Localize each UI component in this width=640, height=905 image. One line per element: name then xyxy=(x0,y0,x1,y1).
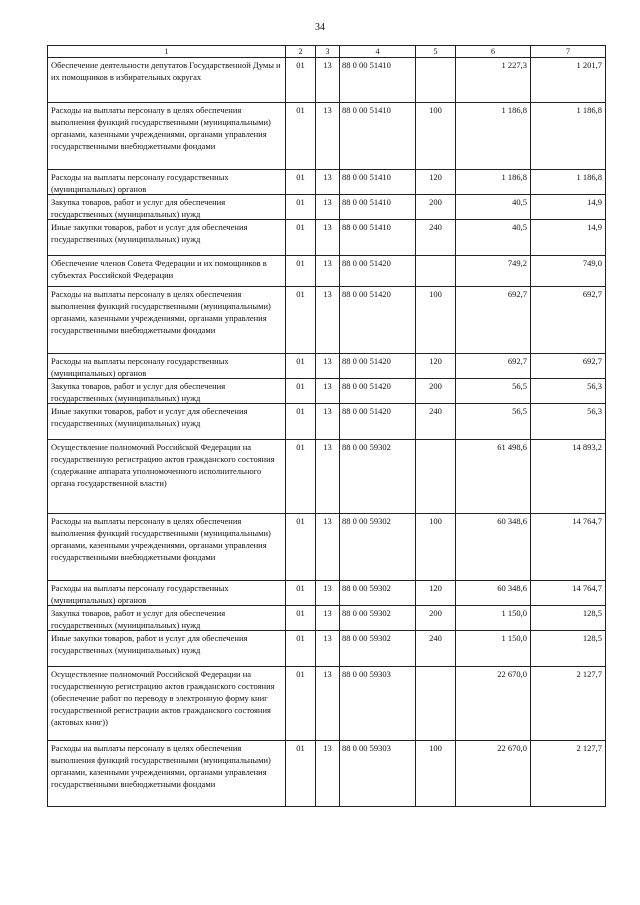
actual-amount-cell: 2 127,7 xyxy=(531,741,606,807)
row-name-cell: Осуществление полномочий Российской Федерации на государственную регистрацию актов гражданского состояния (обеспечение работ по переводу в электронную форму книг государственной регистрации актов гражданского состояния (актовых книг)) xyxy=(48,667,286,741)
section-code-cell: 01 xyxy=(286,354,316,379)
target-article-cell: 88 0 00 51410 xyxy=(340,58,416,103)
page-number: 34 xyxy=(315,22,325,33)
section-code-cell: 01 xyxy=(286,220,316,256)
column-header: 2 xyxy=(286,46,316,58)
target-article-cell: 88 0 00 51410 xyxy=(340,170,416,195)
actual-amount-cell: 14,9 xyxy=(531,195,606,220)
target-article-cell: 88 0 00 51420 xyxy=(340,379,416,404)
expense-type-cell: 240 xyxy=(416,631,456,667)
target-article-cell: 88 0 00 59302 xyxy=(340,440,416,514)
actual-amount-cell: 749,0 xyxy=(531,256,606,287)
target-article-cell: 88 0 00 51410 xyxy=(340,103,416,170)
subsection-code-cell: 13 xyxy=(316,631,340,667)
actual-amount-cell: 692,7 xyxy=(531,354,606,379)
expense-type-cell: 200 xyxy=(416,606,456,631)
actual-amount-cell: 2 127,7 xyxy=(531,667,606,741)
expense-type-cell: 120 xyxy=(416,170,456,195)
expense-type-cell: 200 xyxy=(416,379,456,404)
expense-type-cell: 100 xyxy=(416,741,456,807)
expense-type-cell xyxy=(416,256,456,287)
section-code-cell: 01 xyxy=(286,103,316,170)
target-article-cell: 88 0 00 59303 xyxy=(340,741,416,807)
plan-amount-cell: 22 670,0 xyxy=(456,741,531,807)
column-header: 3 xyxy=(316,46,340,58)
section-code-cell: 01 xyxy=(286,741,316,807)
column-header: 7 xyxy=(531,46,606,58)
expense-type-cell: 120 xyxy=(416,354,456,379)
subsection-code-cell: 13 xyxy=(316,440,340,514)
section-code-cell: 01 xyxy=(286,514,316,581)
plan-amount-cell: 1 150,0 xyxy=(456,606,531,631)
target-article-cell: 88 0 00 59302 xyxy=(340,581,416,606)
plan-amount-cell: 40,5 xyxy=(456,220,531,256)
column-header: 5 xyxy=(416,46,456,58)
subsection-code-cell: 13 xyxy=(316,287,340,354)
plan-amount-cell: 1 186,8 xyxy=(456,170,531,195)
actual-amount-cell: 128,5 xyxy=(531,631,606,667)
target-article-cell: 88 0 00 51420 xyxy=(340,256,416,287)
actual-amount-cell: 1 186,8 xyxy=(531,103,606,170)
subsection-code-cell: 13 xyxy=(316,741,340,807)
actual-amount-cell: 14 764,7 xyxy=(531,514,606,581)
actual-amount-cell: 56,3 xyxy=(531,404,606,440)
plan-amount-cell: 22 670,0 xyxy=(456,667,531,741)
target-article-cell: 88 0 00 59303 xyxy=(340,667,416,741)
subsection-code-cell: 13 xyxy=(316,220,340,256)
row-name-cell: Расходы на выплаты персоналу государственных (муниципальных) органов xyxy=(48,354,286,379)
section-code-cell: 01 xyxy=(286,58,316,103)
plan-amount-cell: 692,7 xyxy=(456,354,531,379)
target-article-cell: 88 0 00 59302 xyxy=(340,606,416,631)
target-article-cell: 88 0 00 51410 xyxy=(340,195,416,220)
section-code-cell: 01 xyxy=(286,379,316,404)
subsection-code-cell: 13 xyxy=(316,58,340,103)
plan-amount-cell: 1 186,8 xyxy=(456,103,531,170)
section-code-cell: 01 xyxy=(286,195,316,220)
column-header: 4 xyxy=(340,46,416,58)
section-code-cell: 01 xyxy=(286,667,316,741)
plan-amount-cell: 56,5 xyxy=(456,379,531,404)
row-name-cell: Расходы на выплаты персоналу в целях обеспечения выполнения функций государственными (муниципальными) органами, казенными учреждениями, органами управления государственными внебюджетными фондами xyxy=(48,514,286,581)
plan-amount-cell: 56,5 xyxy=(456,404,531,440)
subsection-code-cell: 13 xyxy=(316,195,340,220)
plan-amount-cell: 1 150,0 xyxy=(456,631,531,667)
expense-type-cell: 120 xyxy=(416,581,456,606)
expense-type-cell: 100 xyxy=(416,514,456,581)
row-name-cell: Обеспечение деятельности депутатов Государственной Думы и их помощников в избирательных округах xyxy=(48,58,286,103)
expense-type-cell xyxy=(416,58,456,103)
actual-amount-cell: 692,7 xyxy=(531,287,606,354)
section-code-cell: 01 xyxy=(286,256,316,287)
subsection-code-cell: 13 xyxy=(316,170,340,195)
section-code-cell: 01 xyxy=(286,170,316,195)
actual-amount-cell: 56,3 xyxy=(531,379,606,404)
plan-amount-cell: 1 227,3 xyxy=(456,58,531,103)
expense-type-cell xyxy=(416,440,456,514)
actual-amount-cell: 14 893,2 xyxy=(531,440,606,514)
row-name-cell: Закупка товаров, работ и услуг для обеспечения государственных (муниципальных) нужд xyxy=(48,379,286,404)
expense-type-cell: 100 xyxy=(416,287,456,354)
row-name-cell: Расходы на выплаты персоналу в целях обеспечения выполнения функций государственными (муниципальными) органами, казенными учреждениями, органами управления государственными внебюджетными фондами xyxy=(48,103,286,170)
expense-type-cell xyxy=(416,667,456,741)
target-article-cell: 88 0 00 59302 xyxy=(340,631,416,667)
row-name-cell: Расходы на выплаты персоналу государственных (муниципальных) органов xyxy=(48,170,286,195)
row-name-cell: Иные закупки товаров, работ и услуг для обеспечения государственных (муниципальных) нужд xyxy=(48,631,286,667)
target-article-cell: 88 0 00 51420 xyxy=(340,354,416,379)
target-article-cell: 88 0 00 51420 xyxy=(340,404,416,440)
section-code-cell: 01 xyxy=(286,631,316,667)
expense-type-cell: 240 xyxy=(416,220,456,256)
section-code-cell: 01 xyxy=(286,606,316,631)
column-header: 6 xyxy=(456,46,531,58)
actual-amount-cell: 14 764,7 xyxy=(531,581,606,606)
row-name-cell: Расходы на выплаты персоналу государственных (муниципальных) органов xyxy=(48,581,286,606)
section-code-cell: 01 xyxy=(286,287,316,354)
row-name-cell: Обеспечение членов Совета Федерации и их помощников в субъектах Российской Федерации xyxy=(48,256,286,287)
row-name-cell: Расходы на выплаты персоналу в целях обеспечения выполнения функций государственными (муниципальными) органами, казенными учреждениями, органами управления государственными внебюджетными фондами xyxy=(48,741,286,807)
actual-amount-cell: 1 201,7 xyxy=(531,58,606,103)
subsection-code-cell: 13 xyxy=(316,404,340,440)
row-name-cell: Иные закупки товаров, работ и услуг для обеспечения государственных (муниципальных) нужд xyxy=(48,404,286,440)
actual-amount-cell: 14,9 xyxy=(531,220,606,256)
section-code-cell: 01 xyxy=(286,404,316,440)
plan-amount-cell: 40,5 xyxy=(456,195,531,220)
row-name-cell: Расходы на выплаты персоналу в целях обеспечения выполнения функций государственными (муниципальными) органами, казенными учреждениями, органами управления государственными внебюджетными фондами xyxy=(48,287,286,354)
column-header: 1 xyxy=(48,46,286,58)
plan-amount-cell: 60 348,6 xyxy=(456,581,531,606)
row-name-cell: Осуществление полномочий Российской Федерации на государственную регистрацию актов гражданского состояния (содержание аппарата уполномоченного исполнительного органа государственной власти) xyxy=(48,440,286,514)
plan-amount-cell: 61 498,6 xyxy=(456,440,531,514)
subsection-code-cell: 13 xyxy=(316,606,340,631)
plan-amount-cell: 749,2 xyxy=(456,256,531,287)
subsection-code-cell: 13 xyxy=(316,354,340,379)
plan-amount-cell: 692,7 xyxy=(456,287,531,354)
target-article-cell: 88 0 00 51420 xyxy=(340,287,416,354)
target-article-cell: 88 0 00 59302 xyxy=(340,514,416,581)
subsection-code-cell: 13 xyxy=(316,667,340,741)
subsection-code-cell: 13 xyxy=(316,379,340,404)
expense-type-cell: 240 xyxy=(416,404,456,440)
expense-type-cell: 100 xyxy=(416,103,456,170)
expense-type-cell: 200 xyxy=(416,195,456,220)
plan-amount-cell: 60 348,6 xyxy=(456,514,531,581)
subsection-code-cell: 13 xyxy=(316,581,340,606)
subsection-code-cell: 13 xyxy=(316,256,340,287)
budget-table xyxy=(47,45,606,807)
subsection-code-cell: 13 xyxy=(316,103,340,170)
actual-amount-cell: 128,5 xyxy=(531,606,606,631)
row-name-cell: Иные закупки товаров, работ и услуг для обеспечения государственных (муниципальных) нужд xyxy=(48,220,286,256)
actual-amount-cell: 1 186,8 xyxy=(531,170,606,195)
row-name-cell: Закупка товаров, работ и услуг для обеспечения государственных (муниципальных) нужд xyxy=(48,606,286,631)
row-name-cell: Закупка товаров, работ и услуг для обеспечения государственных (муниципальных) нужд xyxy=(48,195,286,220)
section-code-cell: 01 xyxy=(286,581,316,606)
target-article-cell: 88 0 00 51410 xyxy=(340,220,416,256)
section-code-cell: 01 xyxy=(286,440,316,514)
subsection-code-cell: 13 xyxy=(316,514,340,581)
